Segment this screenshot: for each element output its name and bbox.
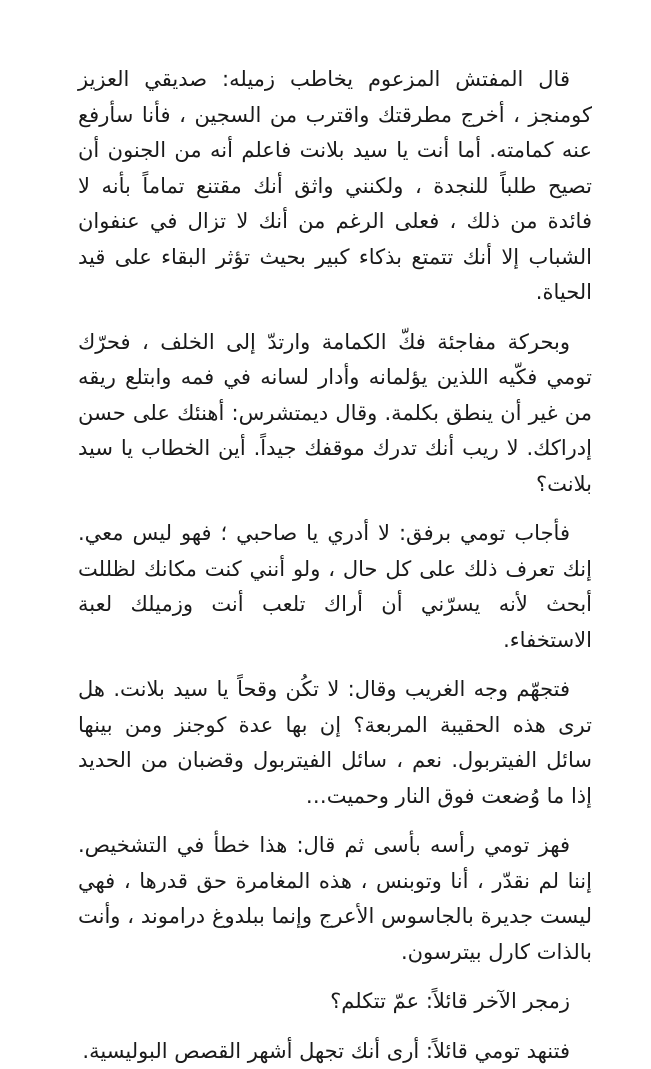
paragraph-1: قال المفتش المزعوم يخاطب زميله: صديقي العزيز كومنجز ، أخرج مطرقتك واقترب من السجين ، فأنا سأرفع عنه كمامته. أما أنت يا سيد بلانت فاعلم أنه من الجنون أن تصيح طلباً للنجدة ، ولكنني واثق أنك مقتنع تماماً بأنه لا فائدة من ذلك ، فعلى الرغم من أنك لا تزال في عنفوان الشباب إلا أنك تتمتع بذكاء كبير بحيث تؤثر البقاء على قيد الحياة.: [78, 62, 592, 311]
paragraph-3: فأجاب تومي برفق: لا أدري يا صاحبي ؛ فهو ليس معي. إنك تعرف ذلك على كل حال ، ولو أنني كنت مكانك لظللت أبحث لأنه يسرّني أن أراك تلعب أنت وزميلك لعبة الاستخفاء.: [78, 516, 592, 658]
paragraph-5: فهز تومي رأسه بأسى ثم قال: هذا خطأ في التشخيص. إننا لم نقدّر ، أنا وتوبنس ، هذه المغامرة حق قدرها ، فهي ليست جديرة بالجاسوس الأعرج وإنما ببلدوغ دراموند ، وأنت بالذات كارل بيترسون.: [78, 828, 592, 970]
paragraph-6: زمجر الآخر قائلاً: عمّ تتكلم؟: [78, 984, 592, 1020]
document-page: [78, 62, 592, 1069]
paragraph-2: وبحركة مفاجئة فكّ الكمامة وارتدّ إلى الخلف ، فحرّك تومي فكّيه اللذين يؤلمانه وأدار لسانه في فمه وابتلع ريقه من غير أن ينطق بكلمة. وقال ديمتشرس: أهنئك على حسن إدراكك. لا ريب أنك تدرك موقفك جيداً. أين الخطاب يا سيد بلانت؟: [78, 325, 592, 503]
paragraph-4: فتجهّم وجه الغريب وقال: لا تكُن وقحاً يا سيد بلانت. هل ترى هذه الحقيبة المربعة؟ إن بها عدة كوجنز ومن بينها سائل الفيتربول. نعم ، سائل الفيتربول وقضبان من الحديد إذا ما وُضعت فوق النار وحميت…: [78, 672, 592, 814]
paragraph-7: فتنهد تومي قائلاً: أرى أنك تجهل أشهر القصص البوليسية.: [78, 1034, 592, 1069]
